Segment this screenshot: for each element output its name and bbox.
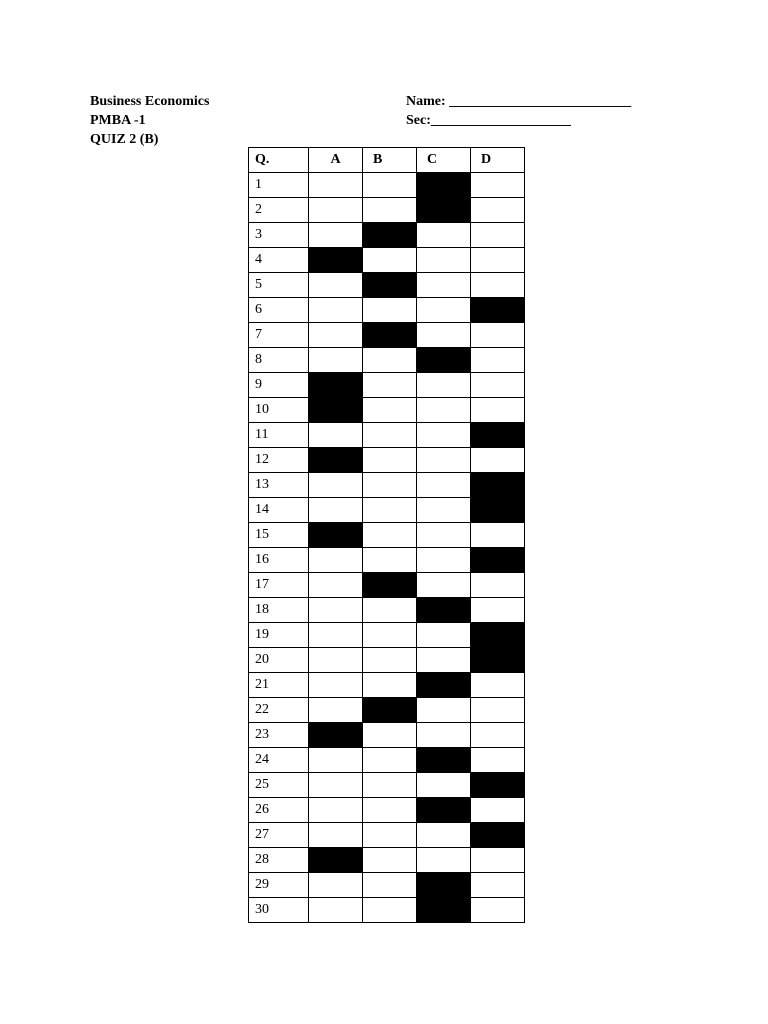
table-row — [249, 673, 525, 698]
question-number: 24 — [249, 748, 309, 773]
answer-cell-a — [309, 548, 363, 573]
answer-cell-d — [471, 548, 525, 573]
table-row — [249, 648, 525, 673]
answer-cell-c — [417, 698, 471, 723]
answer-cell-c — [417, 223, 471, 248]
answer-cell-c — [417, 573, 471, 598]
answer-cell-d — [471, 673, 525, 698]
table-header-row — [249, 148, 525, 173]
answer-cell-a — [309, 273, 363, 298]
table-row — [249, 698, 525, 723]
table-row — [249, 873, 525, 898]
answer-cell-b — [363, 273, 417, 298]
answer-cell-b — [363, 548, 417, 573]
answer-cell-b — [363, 848, 417, 873]
answer-cell-c — [417, 248, 471, 273]
answer-cell-d — [471, 623, 525, 648]
answer-cell-c — [417, 648, 471, 673]
answer-cell-b — [363, 598, 417, 623]
answer-cell-c — [417, 348, 471, 373]
answer-cell-b — [363, 698, 417, 723]
table-row — [249, 373, 525, 398]
answer-cell-d — [471, 398, 525, 423]
answer-cell-d — [471, 198, 525, 223]
answer-cell-a — [309, 598, 363, 623]
question-number: 27 — [249, 823, 309, 848]
table-row — [249, 848, 525, 873]
question-number: 12 — [249, 448, 309, 473]
answer-cell-b — [363, 298, 417, 323]
answer-cell-b — [363, 623, 417, 648]
question-number: 16 — [249, 548, 309, 573]
question-number: 18 — [249, 598, 309, 623]
table-row — [249, 823, 525, 848]
column-header-d: D — [471, 148, 525, 173]
table-row — [249, 398, 525, 423]
question-number: 30 — [249, 898, 309, 923]
table-row — [249, 898, 525, 923]
answer-cell-a — [309, 448, 363, 473]
answer-cell-c — [417, 398, 471, 423]
answer-cell-b — [363, 348, 417, 373]
question-number: 11 — [249, 423, 309, 448]
answer-cell-b — [363, 873, 417, 898]
answer-cell-a — [309, 298, 363, 323]
answer-cell-d — [471, 698, 525, 723]
table-row — [249, 573, 525, 598]
answer-cell-c — [417, 673, 471, 698]
answer-cell-d — [471, 748, 525, 773]
answer-cell-d — [471, 298, 525, 323]
answer-cell-c — [417, 623, 471, 648]
answer-cell-c — [417, 773, 471, 798]
answer-cell-a — [309, 773, 363, 798]
answer-cell-b — [363, 423, 417, 448]
answer-cell-c — [417, 848, 471, 873]
answer-cell-c — [417, 198, 471, 223]
question-number: 13 — [249, 473, 309, 498]
column-header-a: A — [309, 148, 363, 173]
question-number: 17 — [249, 573, 309, 598]
answer-cell-b — [363, 198, 417, 223]
answer-cell-d — [471, 723, 525, 748]
name-field: Name: __________________________ — [406, 94, 632, 109]
answer-cell-a — [309, 898, 363, 923]
answer-cell-c — [417, 173, 471, 198]
answer-cell-c — [417, 523, 471, 548]
answer-cell-b — [363, 648, 417, 673]
answer-cell-b — [363, 498, 417, 523]
answer-cell-a — [309, 498, 363, 523]
table-row — [249, 273, 525, 298]
answer-cell-a — [309, 223, 363, 248]
question-number: 19 — [249, 623, 309, 648]
answer-cell-c — [417, 323, 471, 348]
answer-cell-a — [309, 673, 363, 698]
answer-cell-d — [471, 173, 525, 198]
answer-cell-c — [417, 473, 471, 498]
table-row — [249, 773, 525, 798]
answer-key-table — [248, 147, 525, 923]
answer-cell-a — [309, 823, 363, 848]
answer-cell-d — [471, 848, 525, 873]
answer-cell-b — [363, 448, 417, 473]
answer-cell-a — [309, 198, 363, 223]
question-number: 3 — [249, 223, 309, 248]
answer-cell-c — [417, 548, 471, 573]
answer-cell-a — [309, 873, 363, 898]
table-row — [249, 448, 525, 473]
answer-cell-c — [417, 298, 471, 323]
answer-cell-c — [417, 448, 471, 473]
answer-cell-a — [309, 623, 363, 648]
table-row — [249, 723, 525, 748]
answer-cell-d — [471, 523, 525, 548]
answer-cell-d — [471, 448, 525, 473]
answer-cell-d — [471, 823, 525, 848]
table-row — [249, 623, 525, 648]
answer-cell-b — [363, 398, 417, 423]
answer-cell-a — [309, 173, 363, 198]
answer-cell-b — [363, 373, 417, 398]
answer-cell-d — [471, 248, 525, 273]
answer-cell-b — [363, 898, 417, 923]
question-number: 22 — [249, 698, 309, 723]
answer-cell-d — [471, 473, 525, 498]
answer-cell-b — [363, 573, 417, 598]
column-header-q: Q. — [249, 148, 309, 173]
question-number: 5 — [249, 273, 309, 298]
answer-cell-a — [309, 573, 363, 598]
answer-cell-a — [309, 373, 363, 398]
table-row — [249, 348, 525, 373]
answer-cell-c — [417, 798, 471, 823]
answer-cell-c — [417, 423, 471, 448]
answer-cell-b — [363, 248, 417, 273]
question-number: 10 — [249, 398, 309, 423]
table-row — [249, 198, 525, 223]
question-number: 20 — [249, 648, 309, 673]
answer-cell-c — [417, 373, 471, 398]
question-number: 9 — [249, 373, 309, 398]
table-row — [249, 248, 525, 273]
question-number: 25 — [249, 773, 309, 798]
table-row — [249, 548, 525, 573]
answer-cell-d — [471, 273, 525, 298]
answer-cell-d — [471, 598, 525, 623]
table-row — [249, 173, 525, 198]
answer-cell-d — [471, 348, 525, 373]
answer-cell-b — [363, 173, 417, 198]
answer-cell-b — [363, 523, 417, 548]
answer-cell-d — [471, 773, 525, 798]
answer-cell-a — [309, 798, 363, 823]
table-row — [249, 423, 525, 448]
answer-cell-a — [309, 648, 363, 673]
answer-cell-c — [417, 823, 471, 848]
answer-cell-a — [309, 748, 363, 773]
answer-cell-d — [471, 648, 525, 673]
table-row — [249, 798, 525, 823]
answer-cell-b — [363, 823, 417, 848]
answer-cell-d — [471, 223, 525, 248]
answer-cell-a — [309, 723, 363, 748]
answer-cell-d — [471, 498, 525, 523]
answer-cell-a — [309, 348, 363, 373]
answer-cell-a — [309, 423, 363, 448]
answer-cell-d — [471, 573, 525, 598]
answer-cell-c — [417, 273, 471, 298]
question-number: 6 — [249, 298, 309, 323]
course-title: Business Economics — [90, 94, 210, 109]
answer-cell-c — [417, 598, 471, 623]
question-number: 28 — [249, 848, 309, 873]
table-row — [249, 598, 525, 623]
table-row — [249, 498, 525, 523]
program-label: PMBA -1 — [90, 113, 146, 128]
answer-rows — [249, 173, 525, 923]
answer-cell-a — [309, 398, 363, 423]
table-row — [249, 473, 525, 498]
quiz-label: QUIZ 2 (B) — [90, 132, 159, 147]
answer-cell-d — [471, 423, 525, 448]
question-number: 14 — [249, 498, 309, 523]
answer-cell-b — [363, 673, 417, 698]
answer-cell-b — [363, 773, 417, 798]
answer-cell-b — [363, 798, 417, 823]
answer-cell-c — [417, 748, 471, 773]
answer-cell-a — [309, 248, 363, 273]
table-row — [249, 323, 525, 348]
answer-cell-d — [471, 323, 525, 348]
question-number: 2 — [249, 198, 309, 223]
question-number: 7 — [249, 323, 309, 348]
table-row — [249, 748, 525, 773]
question-number: 1 — [249, 173, 309, 198]
question-number: 8 — [249, 348, 309, 373]
answer-cell-b — [363, 323, 417, 348]
column-header-c: C — [417, 148, 471, 173]
table-row — [249, 298, 525, 323]
answer-cell-d — [471, 373, 525, 398]
question-number: 21 — [249, 673, 309, 698]
answer-cell-c — [417, 898, 471, 923]
answer-cell-a — [309, 323, 363, 348]
answer-cell-a — [309, 523, 363, 548]
question-number: 4 — [249, 248, 309, 273]
answer-cell-c — [417, 498, 471, 523]
answer-cell-a — [309, 698, 363, 723]
question-number: 26 — [249, 798, 309, 823]
answer-cell-d — [471, 898, 525, 923]
question-number: 23 — [249, 723, 309, 748]
column-header-b: B — [363, 148, 417, 173]
answer-cell-d — [471, 873, 525, 898]
answer-cell-c — [417, 723, 471, 748]
answer-cell-b — [363, 748, 417, 773]
header-left — [90, 92, 209, 149]
header-right — [406, 92, 631, 130]
answer-cell-b — [363, 473, 417, 498]
question-number: 29 — [249, 873, 309, 898]
answer-cell-c — [417, 873, 471, 898]
table-row — [249, 523, 525, 548]
answer-cell-b — [363, 723, 417, 748]
question-number: 15 — [249, 523, 309, 548]
answer-cell-b — [363, 223, 417, 248]
table-row — [249, 223, 525, 248]
answer-cell-a — [309, 848, 363, 873]
answer-cell-a — [309, 473, 363, 498]
answer-cell-d — [471, 798, 525, 823]
sec-field: Sec:____________________ — [406, 113, 571, 128]
